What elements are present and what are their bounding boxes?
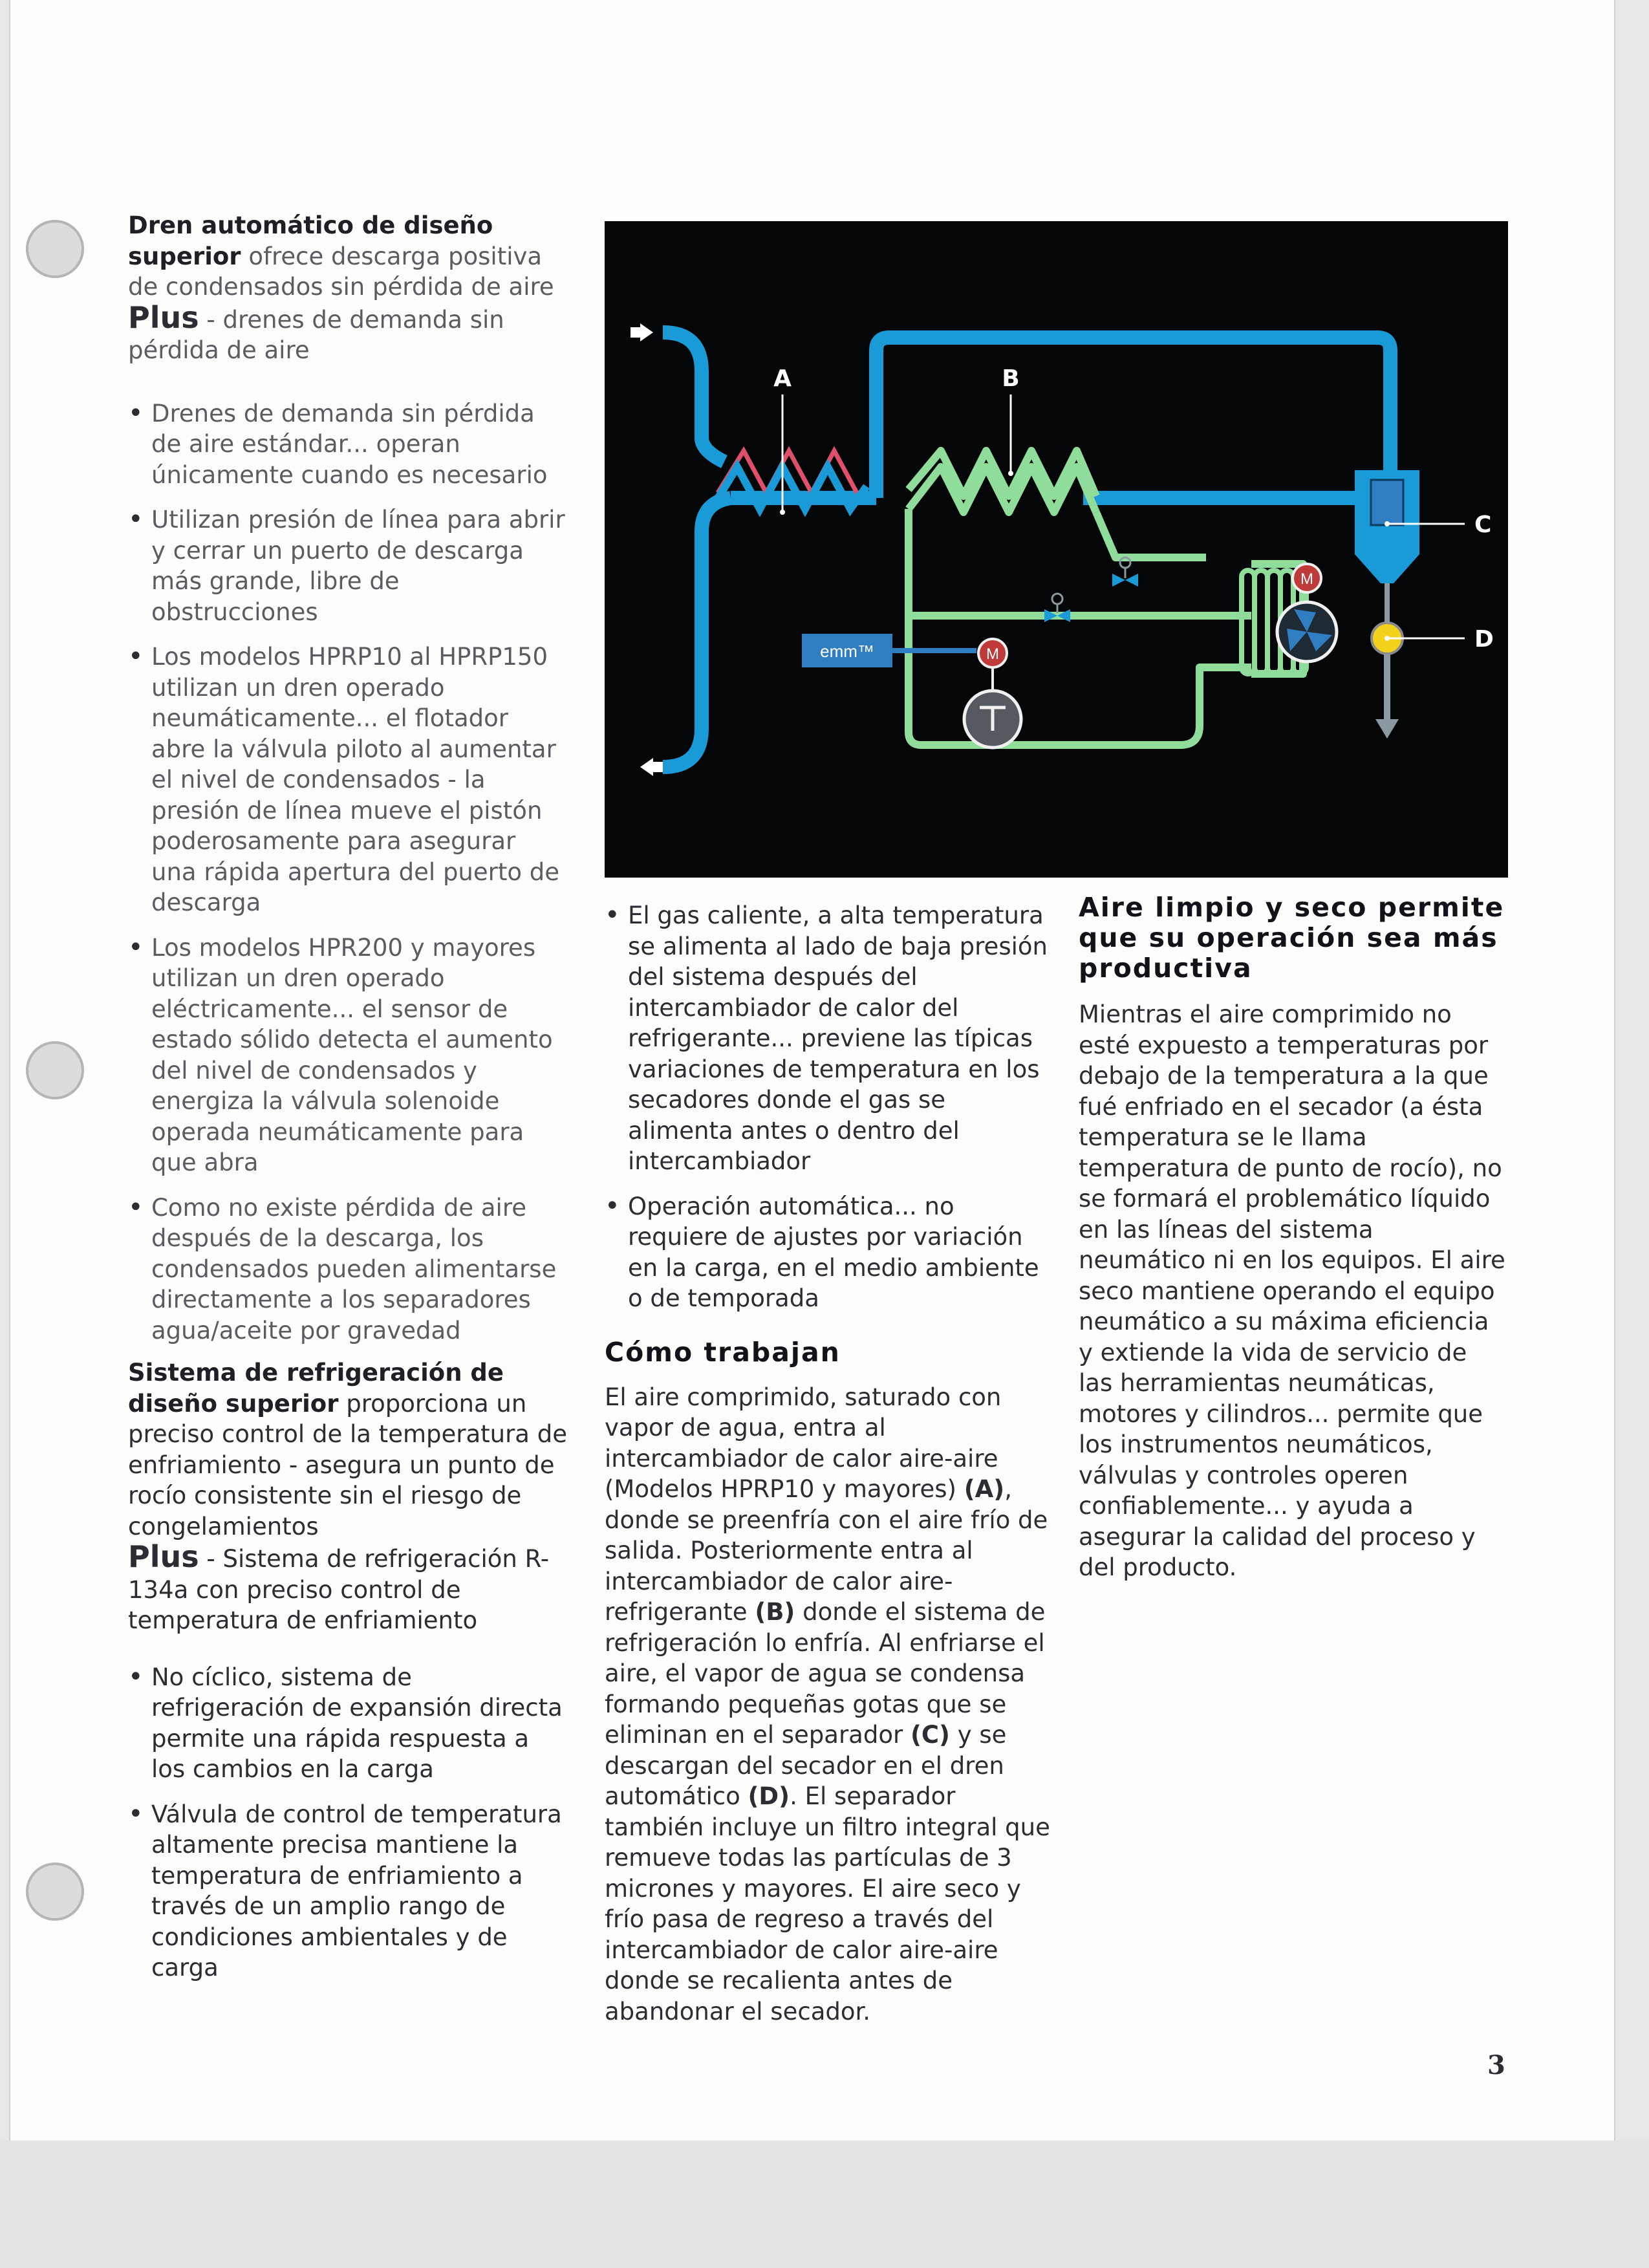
- drain-plus: [128, 299, 568, 366]
- outlet-arrow-icon: [640, 758, 653, 776]
- body-text: y se descargan del secador en el dren automático: [605, 1721, 1007, 1810]
- plus-label: Plus: [128, 299, 199, 335]
- body-text: El aire comprimido, saturado con vapor de agua, entra al intercambiador de calor aire-aire (Modelos HPRP10 y mayores): [605, 1383, 1002, 1503]
- drain-intro: [128, 210, 568, 303]
- body-text: donde el sistema de refrigeración lo enfría. Al enfriarse el aire, el vapor de agua se condensa formando pequeñas gotas que se eliminan en el separador: [605, 1598, 1046, 1749]
- plus-text: - Sistema de refrigeración R-134a con preciso control de temperatura de enfriamiento: [128, 1545, 550, 1634]
- binder-hole: [26, 220, 84, 278]
- refrigeration-intro: [128, 1357, 568, 1542]
- list-item: • Los modelos HPRP10 al HPRP150 utilizan un dren operado neumáticamente... el flotador abre la válvula piloto al aumentar el nivel de condensados - la presión de línea mueve el pistón poderosamente para asegurar una rápida apertura del puerto de descarga: [128, 642, 568, 918]
- plus-label: Plus: [128, 1539, 199, 1574]
- label-d: D: [1474, 626, 1494, 653]
- page-number: 3: [1487, 2050, 1505, 2080]
- inlet-arrow-icon: [640, 323, 653, 341]
- plus-text: - drenes de demanda sin pérdida de aire: [128, 305, 504, 364]
- middle-column: [605, 900, 1051, 2027]
- refrigeration-intro-text: proporciona un preciso control de la temperatura de enfriamiento - asegura un punto de rocío consistente sin el riesgo de congelamientos: [128, 1389, 567, 1540]
- label-a: A: [773, 365, 792, 392]
- label-c: C: [1474, 512, 1492, 538]
- list-item: • Utilizan presión de línea para abrir y cerrar un puerto de descarga más grande, libre de obstrucciones: [128, 504, 568, 627]
- left-column: [128, 210, 568, 1983]
- bleed-through-text: [479, 76, 1500, 115]
- list-item: • Como no existe pérdida de aire después de la descarga, los condensados pueden alimentarse directamente a los separadores agua/aceite por gravedad: [128, 1193, 568, 1346]
- scanner-background: [0, 2141, 1649, 2268]
- list-item: • Operación automática... no requiere de ajustes por variación en la carga, en el medio ambiente o de temporada: [605, 1191, 1051, 1314]
- label-b: B: [1002, 365, 1020, 392]
- ref-d: (D): [748, 1782, 790, 1810]
- clean-dry-air-body: Mientras el aire comprimido no esté expuesto a temperaturas por debajo de la temperatura a la que fué enfriado en el secador (a ésta temperatura se le llama temperatura de punto de rocío), no se formará el problemático líquido en las líneas del sistema neumático ni en los equipos. El aire seco mantiene operando el equipo neumático a su máxima eficiencia y extiende la vida de servicio de las herramientas neumáticas, motores y cilindros... permite que los instrumentos neumáticos, válvulas y controles operen confiablemente... y ayuda a asegurar la calidad del proceso y del producto.: [1079, 1000, 1505, 1581]
- refrigeration-plus: [128, 1539, 568, 1636]
- binder-hole: [26, 1863, 84, 1921]
- drain-bullet-list: [128, 398, 568, 1346]
- list-item: • Los modelos HPR200 y mayores utilizan un dren operado eléctricamente... el sensor de estado sólido detecta el aumento del nivel de condensados y energiza la válvula solenoide operada neumáticamente para que abra: [128, 933, 568, 1178]
- binder-hole: [26, 1041, 84, 1099]
- drain-intro-bold: Dren automático de diseño superior: [128, 211, 493, 270]
- diagram-svg: [605, 221, 1508, 878]
- how-they-work-body: [605, 1382, 1051, 2027]
- ref-c: (C): [910, 1721, 950, 1749]
- motor-label: M: [986, 645, 999, 663]
- expansion-valve-icon: [1112, 557, 1138, 587]
- motor-label: M: [1300, 570, 1313, 588]
- emm-label: emm™: [820, 642, 874, 661]
- list-item: • Válvula de control de temperatura altamente precisa mantiene la temperatura de enfriamiento a través de un amplio rango de condiciones ambientales y de carga: [128, 1799, 568, 1983]
- drain-arrow-icon: [1375, 719, 1399, 739]
- right-column: [1079, 892, 1505, 1583]
- list-item: • No cíclico, sistema de refrigeración de expansión directa permite una rápida respuesta a los cambios en la carga: [128, 1662, 568, 1785]
- how-they-work-heading: Cómo trabajan: [605, 1336, 841, 1368]
- list-item: • El gas caliente, a alta temperatura se alimenta al lado de baja presión del sistema después del intercambiador de calor del refrigerante... previene las típicas variaciones de temperatura en los secadores donde el gas se alimenta antes o dentro del intercambiador: [605, 900, 1051, 1177]
- body-text: , donde se preenfría con el aire frío de salida. Posteriormente entra al intercambiador de calor aire-refrigerante: [605, 1475, 1048, 1626]
- refrigeration-intro-bold: Sistema de refrigeración de diseño superior: [128, 1359, 504, 1418]
- dryer-flow-diagram: [605, 221, 1508, 878]
- ref-b: (B): [755, 1598, 795, 1626]
- refrigeration-bullet-list: [128, 1662, 568, 1983]
- hot-gas-bullet-list: [605, 900, 1051, 1314]
- body-text: . El separador también incluye un filtro integral que remueve todas las partículas de 3 micrones y mayores. El aire seco y frío pasa de regreso a través del intercambiador de calor aire-aire donde se recalienta antes de abandonar el secador.: [605, 1782, 1050, 2025]
- clean-dry-air-heading: Aire limpio y seco permite que su operación sea más productiva: [1079, 892, 1505, 984]
- list-item: • Drenes de demanda sin pérdida de aire estándar... operan únicamente cuando es necesario: [128, 398, 568, 491]
- ref-a: (A): [964, 1475, 1005, 1503]
- drain-intro-text: ofrece descarga positiva de condensados sin pérdida de aire: [128, 242, 554, 301]
- air-piping: [663, 332, 1390, 767]
